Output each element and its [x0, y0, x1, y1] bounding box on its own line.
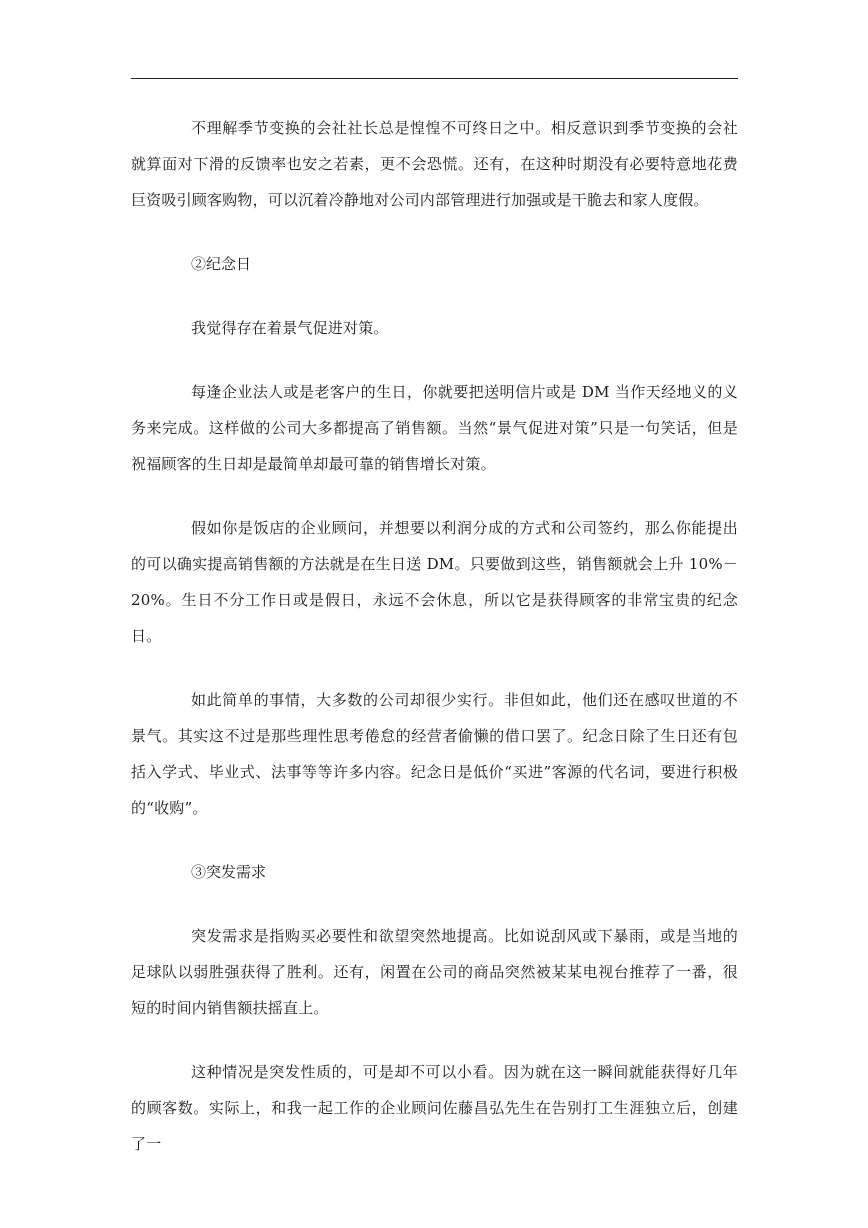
document-body [131, 110, 738, 1162]
paragraph-simple-things: 如此简单的事情，大多数的公司却很少实行。非但如此，他们还在感叹世道的不景气。其实这不过是那些理性思考倦怠的经营者偷懒的借口罢了。纪念日除了生日还有包括入学式、毕业式、法事等等许多内容。纪念日是低价“买进”客源的代名词，要进行积极的“收购”。 [131, 691, 738, 817]
header-rule [131, 78, 738, 79]
paragraph-sudden-demand-importance: 这种情况是突发性质的，可是却不可以小看。因为就在这一瞬间就能获得好几年的顾客数。实际上，和我一起工作的企业顾问佐藤昌弘先生在告别打工生涯独立后，创建了一 [131, 1063, 738, 1153]
paragraph-restaurant-consultant: 假如你是饭店的企业顾问，并想要以利润分成的方式和公司签约，那么你能提出的可以确实提高销售额的方法就是在生日送 DM。只要做到这些，销售额就会上升 10%－20%。生日不分工作日或是假日，永远不会休息，所以它是获得顾客的非常宝贵的纪念日。 [131, 519, 738, 645]
paragraph-seasonal-change: 不理解季节变换的会社社长总是惶惶不可终日之中。相反意识到季节变换的会社就算面对下滑的反馈率也安之若素，更不会恐慌。还有，在这种时期没有必要特意地花费巨资吸引顾客购物，可以沉着冷静地对公司内部管理进行加强或是干脆去和家人度假。 [131, 119, 738, 209]
paragraph-sudden-demand-definition: 突发需求是指购买必要性和欲望突然地提高。比如说刮风或下暴雨，或是当地的足球队以弱胜强获得了胜利。还有，闲置在公司的商品突然被某某电视台推荐了一番，很短的时间内销售额扶摇直上。 [131, 927, 738, 1017]
paragraph-boom-measure: 我觉得存在着景气促进对策。 [191, 319, 389, 337]
section-heading-anniversary: ②纪念日 [191, 255, 252, 273]
paragraph-birthday-dm: 每逢企业法人或是老客户的生日，你就要把送明信片或是 DM 当作天经地义的义务来完成。这样做的公司大多都提高了销售额。当然“景气促进对策”只是一句笑话，但是祝福顾客的生日却是最简单却最可靠的销售增长对策。 [131, 383, 738, 473]
section-heading-sudden-demand: ③突发需求 [191, 863, 267, 881]
